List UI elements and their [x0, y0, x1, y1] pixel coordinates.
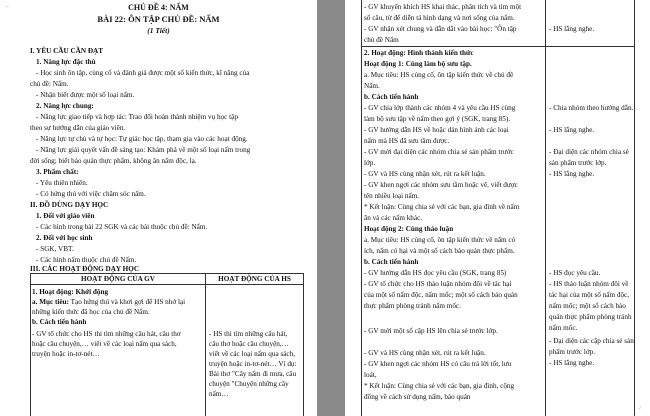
text-line: - Yêu thiên nhiên. [36, 179, 88, 187]
activity-1-goal: a. Mục tiêu: Tạo hứng thú và khơi gợi để HS nhớ lại [32, 298, 186, 306]
text-line: nấm… [209, 390, 229, 398]
document-page-1 [0, 0, 317, 416]
text-line: - GV nhận xét chung và dẫn dắt vào bài học: "Ôn tập [364, 25, 517, 33]
text-line: - GV tổ chức cho HS thảo luận nhóm đôi về tác hại [364, 280, 512, 288]
corner-mark: ⌟ [638, 404, 641, 410]
text-line: Bài thơ "Cây nấm đi mưa, câu [209, 370, 297, 378]
text-line: loát, [364, 371, 377, 379]
table-border [30, 273, 303, 274]
table-border [303, 273, 304, 416]
text-line: ích, nấm có hại và một số cách bảo quản thực phẩm. [364, 247, 515, 255]
lesson-title: BÀI 22: ÔN TẬP CHỦ ĐỀ: NẤM [97, 14, 220, 24]
text-line: chủ đề Nấm [364, 36, 399, 44]
method-title: b. Cách tiến hành [32, 318, 87, 326]
text-line: - GV mời đại diện các nhóm chia sẻ sản phẩm trước [364, 148, 514, 156]
text-line: số câu, từ để diễn tả hình dạng và nơi sống của nấm. [364, 14, 515, 22]
text-line: - Năng lực giải quyết vấn đề sáng tạo: Khám phá về một số loại nấm trong [36, 146, 251, 154]
text-line: nấm mốc. [549, 324, 578, 332]
activity-2-1-title: Hoạt động 1: Cùng làm bộ sưu tập. [364, 60, 472, 68]
text-line: - Các hình nấm thuộc chủ đề Nấm. [36, 256, 137, 264]
text-line: câu thơ hoặc câu chuyện,… [209, 340, 289, 348]
text-line: - GV khen ngợi các nhóm sưu tầm hoặc vẽ, viết được [364, 181, 518, 189]
text-line: - GV chia lớp thành các nhóm 4 và yêu cầu HS cùng [364, 104, 516, 112]
text-line: theo sự hướng dẫn của giáo viên. [30, 124, 126, 132]
column-header-teacher: HOẠT ĐỘNG CỦA GV [81, 275, 155, 283]
text-line: Nấm. [364, 82, 380, 90]
objective-3-title: 3. Phẩm chất: [36, 168, 79, 176]
text-line: - Đại diện các cặp chia sẻ sản [549, 337, 634, 345]
text-line: * Kết luận: Cùng chia sẻ với các bạn, gia đình, cộng [364, 382, 515, 390]
text-line: sản phẩm trước lớp. [549, 159, 607, 167]
objectives-heading: I. YÊU CẦU CẦN ĐẠT [30, 47, 104, 55]
text-line: - HS lắng nghe. [549, 126, 595, 134]
table-border [30, 284, 303, 285]
text-line: chuyện "Chuyện những cây [209, 380, 289, 388]
text-line: của một số nấm độc, nấm mốc; một số cách bảo quản [364, 291, 518, 299]
materials-student-title: 2. Đối với học sinh [36, 234, 93, 242]
text-line: - GV khuyến khích HS khai thác, phân tích và tìm một [364, 3, 522, 11]
text-line: - Năng lực giao tiếp và hợp tác: Trao đổi hoàn thành nhiệm vụ học tập [36, 113, 238, 121]
lesson-duration: (1 Tiết) [147, 26, 170, 35]
text-line: - HS thảo luận nhóm đôi về [549, 280, 629, 288]
activity-2-title: 2. Hoạt động: Hình thành kiến thức [364, 49, 474, 57]
text-line: thực phẩm phòng tránh nấm mốc. [364, 302, 461, 310]
table-border [361, 0, 362, 416]
text-line: - Chia nhóm theo hướng dẫn. [549, 104, 634, 112]
goal-text-rest: Tạo hứng thú và khơi gợi để HS nhớ lại [70, 298, 186, 306]
text-line: * Kết luận: Cùng chia sẻ với các bạn, gia đình về nấm [364, 203, 520, 211]
text-line: - HS đọc yêu cầu. [549, 269, 601, 277]
text-line: làm bộ sưu tập về nấm theo gợi ý (SGK, trang 85). [364, 115, 511, 123]
unit-title: CHỦ ĐỀ 4: NẤM [128, 3, 189, 12]
text-line: - GV mời một số cặp HS lên chia sẻ trước lớp. [364, 327, 498, 335]
text-line: truyện hoặc in-tơ-nét… Ví dụ: [209, 360, 297, 368]
text-line: viết về các loại nấm qua sách, [209, 350, 296, 358]
text-line: truyện hoặc in-tơ-nét… [32, 350, 100, 358]
text-line: a. Mục tiêu: HS củng cố, ôn tập kiến thức về chủ đề [364, 71, 514, 79]
objective-1-title: 1. Năng lực đặc thù [36, 58, 96, 66]
text-line: tác hại của một số nấm độc, [549, 291, 630, 299]
materials-teacher-title: 1. Đối với giáo viên [36, 212, 95, 220]
text-line: đồng về cách sử dụng nấm, bảo quản [364, 393, 471, 401]
text-line: - HS lắng nghe. [549, 359, 595, 367]
text-line: - SGK, VBT. [36, 245, 74, 253]
activities-heading: III. CÁC HOẠT ĐỘNG DẠY HỌC [30, 265, 140, 273]
text-line: - GV và HS cùng nhận xét, rút ra kết luận. [364, 170, 486, 178]
text-line: phẩm trước lớp. [549, 348, 596, 356]
method-title: b. Cách tiến hành [364, 93, 419, 101]
document-page-2 [345, 0, 650, 416]
text-line: đời sống; biết bảo quản thực phẩm, không ăn nấm độc, lạ. [30, 157, 197, 165]
text-line: lớp. [364, 159, 376, 167]
table-border [205, 273, 206, 416]
text-line: - HS lắng nghe. [549, 170, 595, 178]
text-line: hoặc câu chuyện,… viết về các loại nấm qua sách, [32, 340, 177, 348]
text-line: - Học sinh ôn tập, củng cố và đánh giá được một số kiến thức, kĩ năng của [36, 69, 250, 77]
column-header-student: HOẠT ĐỘNG CỦA HS [218, 275, 291, 283]
corner-mark: ⌐ [6, 4, 10, 10]
method-title: b. Cách tiến hành [364, 258, 419, 266]
text-line: nấm mốc; một số cách bảo [549, 302, 626, 310]
text-line: - GV hướng dẫn HS đọc yêu cầu (SGK, trang 85) [364, 269, 507, 277]
text-line: - Đại diện các nhóm chia sẻ [549, 148, 629, 156]
text-line: a. Mục tiêu: HS củng cố, ôn tập kiến thức về nấm có [364, 236, 516, 244]
materials-heading: II. ĐỒ DÙNG DẠY HỌC [30, 201, 109, 209]
text-line: - Có hứng thú với việc chăm sóc nấm. [36, 190, 146, 198]
row-divider [361, 46, 635, 47]
text-line: - HS thi tìm những câu hát, [209, 330, 288, 338]
activity-2-2-title: Hoạt động 2: Cùng thảo luận [364, 225, 454, 233]
text-line: chủ đề: Nấm. [30, 80, 69, 88]
objective-2-title: 2. Năng lực chung: [36, 102, 94, 110]
activity-1-title: 1. Hoạt động: Khởi động [32, 288, 109, 296]
text-line: - GV và HS cùng nhận xét, rút ra kết luận. [364, 349, 486, 357]
table-border [545, 0, 546, 416]
text-line: nấm mà HS đã sưu tầm được. [364, 137, 450, 145]
text-line: tên nhiều loại nấm. [364, 192, 420, 200]
text-line: - Nhận biết được một số loại nấm. [36, 91, 135, 99]
table-border [30, 273, 31, 416]
text-line: ăn và các nấm khác. [364, 214, 423, 222]
text-line: - HS lắng nghe. [549, 25, 595, 33]
text-line: - Các hình trong bài 22 SGK và các bài thuộc chủ đề: Nấm. [36, 223, 208, 231]
text-line: - GV tổ chức cho HS thi tìm những câu hát, câu thơ [32, 330, 181, 338]
table-border [634, 0, 635, 416]
text-line: - GV hướng dẫn HS về hoặc dán hình ảnh các loại [364, 126, 509, 134]
text-line: - GV khen ngợi các nhóm HS có câu trả lời tốt, lưu [364, 360, 512, 368]
text-line: quản thực phẩm phòng tránh [549, 313, 632, 321]
text-line: - Năng lực tự chủ và tự học: Tự giác học tập, tham gia vào các hoạt động. [36, 135, 248, 143]
text-line: những kiến thức đã học của chủ đề Nấm. [32, 308, 150, 316]
